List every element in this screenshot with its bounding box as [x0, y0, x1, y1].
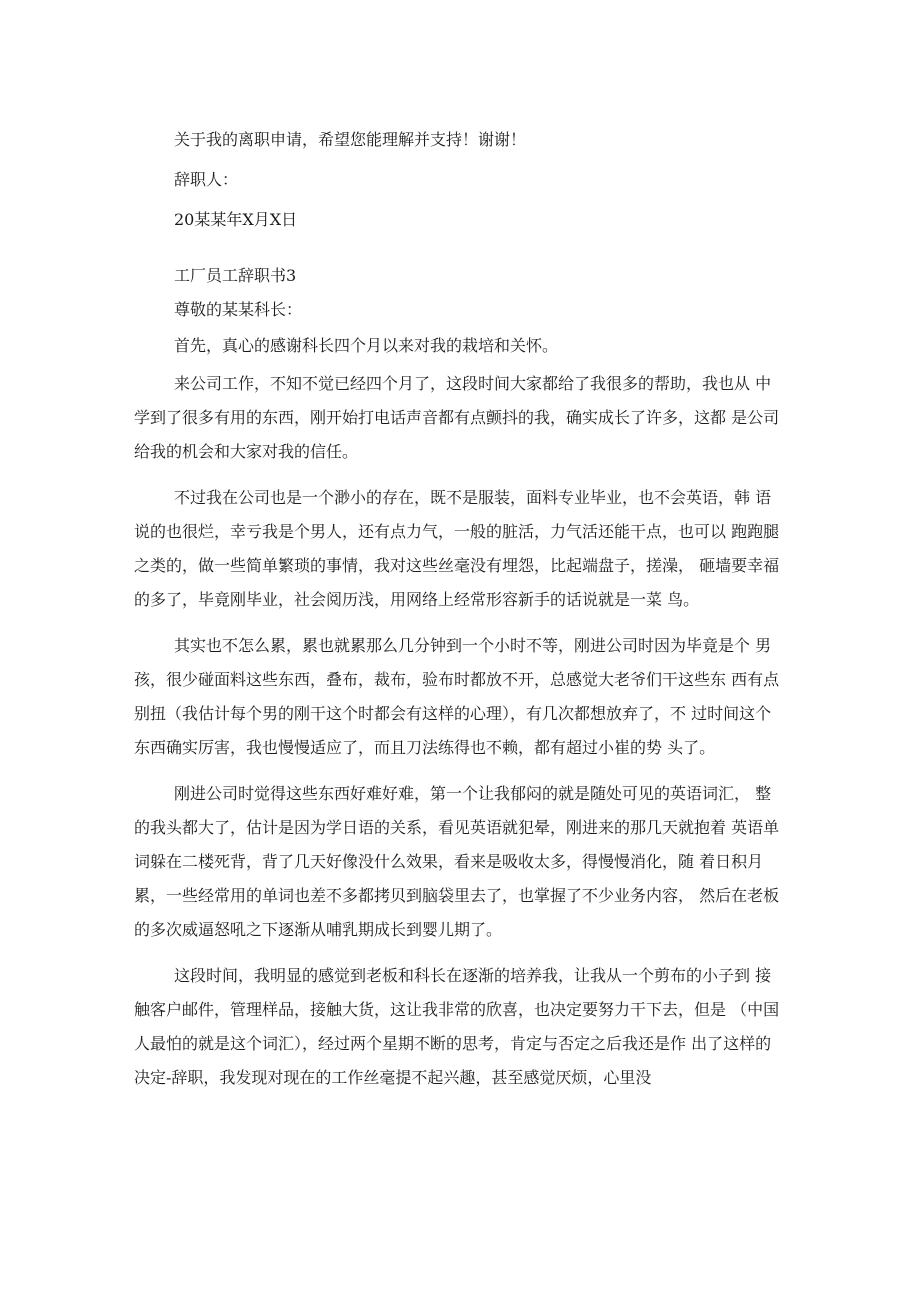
paragraph-line: 出了这样的决定-辞职，我发现对现在的工作丝毫提不起兴趣，甚至感觉厌烦，心里没	[134, 1034, 772, 1087]
paragraph-line: 中学到了很多有用的东西，刚开始打电话声音都有点颤抖的我，确实成长了许多，这都	[134, 374, 772, 427]
date-line: 20某某年X月X日	[174, 210, 298, 229]
paragraph-line: 刚进公司时觉得这些东西好难好难，第一个让我郁闷的就是随处可见的英语词汇，	[174, 784, 751, 803]
paragraph-line: 鸟。	[667, 590, 700, 609]
letter-title: 工厂员工辞职书3	[174, 266, 297, 285]
paragraph-line: 然后在老板的多次威逼怒吼之下逐渐从哺乳期成长到婴儿期了。	[134, 886, 780, 939]
document-page	[134, 120, 784, 1095]
paragraph	[134, 629, 784, 765]
paragraph-line: 这段时间，我明显的感觉到老板和科长在逐渐的培养我，让我从一个剪布的小子到	[174, 966, 751, 985]
paragraph-line: （中国人最怕的就是这个词汇），经过两个星期不断的思考，肯定与否定之后我还是作	[134, 1000, 780, 1053]
paragraph-line: 整的我头都大了，估计是因为学日语的关系，看见英语就犯晕，刚进来的那几天就抱着	[134, 784, 772, 837]
paragraph-line: 来公司工作，不知不觉已经四个月了，这段时间大家都给了我很多的帮助，我也从	[174, 374, 751, 393]
paragraph-line: 男孩，很少碰面料这些东西，叠布，裁布，验布时都放不开，总感觉大老爷们干这些东	[134, 636, 772, 689]
paragraph-line: 是公司给我的机会和大家对我的信任。	[134, 408, 780, 461]
paragraph-line: 接触客户邮件，管理样品，接触大货，这让我非常的欣喜，也决定要努力干下去，但是	[134, 966, 772, 1019]
paragraph	[134, 777, 784, 947]
closing-request-line: 关于我的离职申请，希望您能理解并支持！谢谢！	[174, 130, 527, 149]
paragraph-line: 英语单词躲在二楼死背，背了几天好像没什么效果，看来是吸收太多，得慢慢消化，随	[134, 818, 780, 871]
paragraph	[134, 481, 784, 617]
paragraph-line: 砸墙要幸福的多了，毕竟刚毕业，社会阅历浅，用网络上经常形容新手的话说就是一菜	[134, 556, 780, 609]
salutation: 尊敬的某某科长：	[174, 300, 303, 319]
paragraph-line: 不过我在公司也是一个渺小的存在，既不是服装，面料专业毕业，也不会英语，韩	[174, 488, 751, 507]
paragraph-line: 着日积月累，一些经常用的单词也差不多都拷贝到脑袋里去了，也掌握了不少业务内容，	[134, 852, 764, 905]
paragraph-line: 头了。	[667, 738, 716, 757]
paragraph	[134, 959, 784, 1095]
paragraph-line: 西有点别扭（我估计每个男的刚干这个时都会有这样的心理），有几次都想放弃了，不	[134, 670, 780, 723]
paragraph-line: 过时间这个东西确实厉害，我也慢慢适应了，而且刀法练得也不赖，都有超过小崔的势	[134, 704, 772, 757]
paragraph-line: 语说的也很烂，幸亏我是个男人，还有点力气，一般的脏活，力气活还能干点，也可以	[134, 488, 772, 541]
letter-body	[134, 367, 784, 1095]
paragraph-line: 跑跑腿之类的，做一些简单繁琐的事情，我对这些丝毫没有埋怨，比起端盘子，搓澡，	[134, 522, 780, 575]
paragraph	[134, 367, 784, 469]
opening-line: 首先，真心的感谢科长四个月以来对我的栽培和关怀。	[174, 336, 559, 355]
signer-label: 辞职人：	[174, 170, 239, 189]
paragraph-line: 其实也不怎么累，累也就累那么几分钟到一个小时不等，刚进公司时因为毕竟是个	[174, 636, 751, 655]
